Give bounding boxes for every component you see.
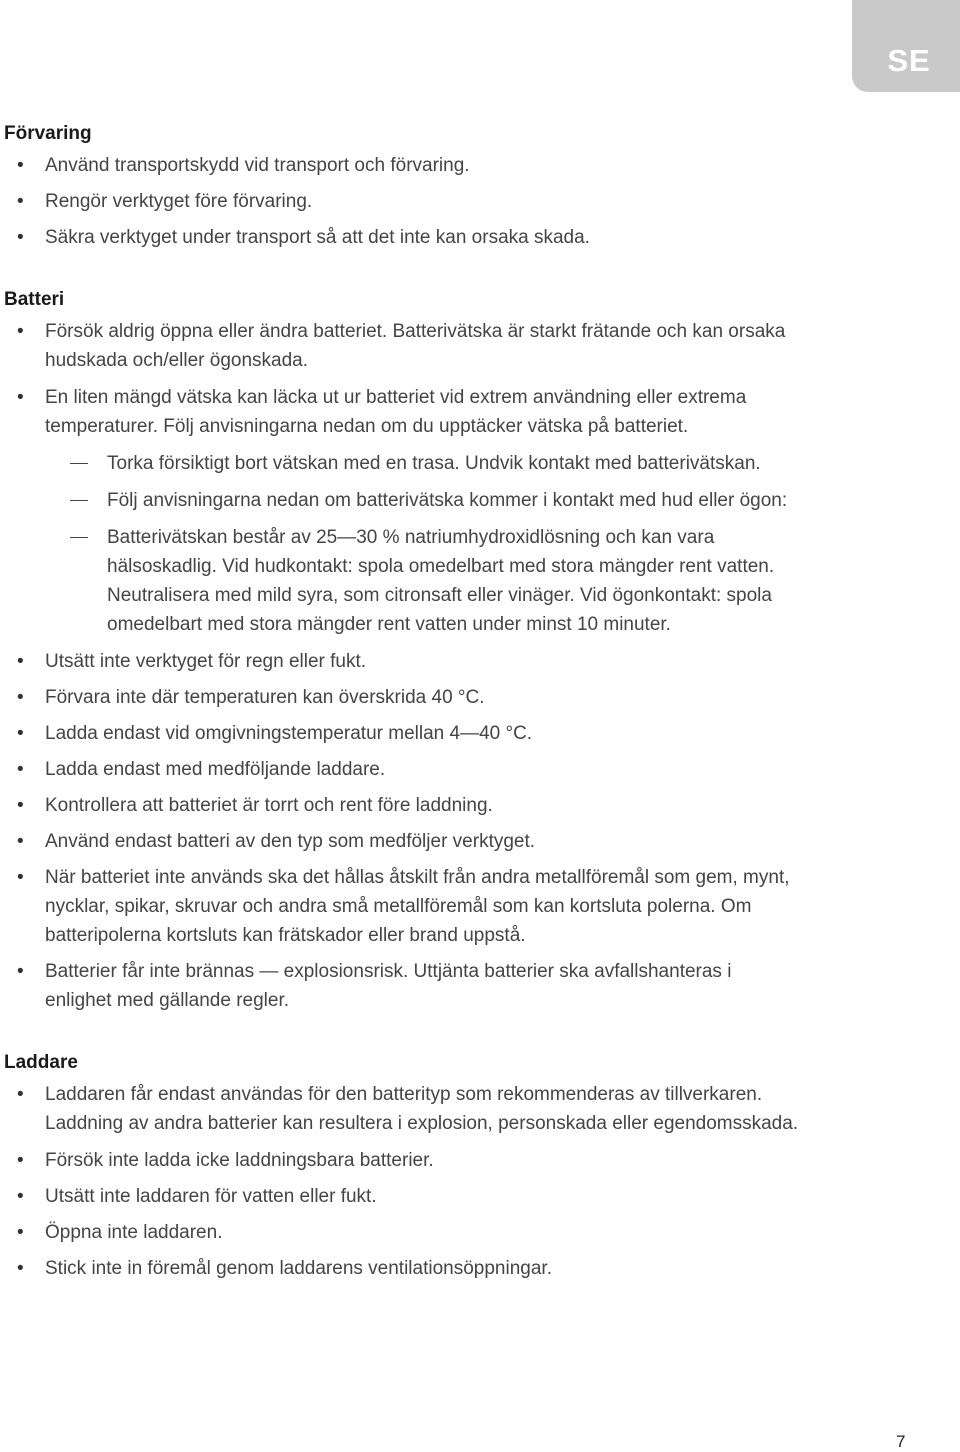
list-item: • När batteriet inte används ska det hållas åtskilt från andra metallföremål som gem, mynt, nycklar, spikar, skruvar och andra små metallföremål som kan kortsluta polerna. Om batteripolerna kortsluts kan frätskador eller brand uppstå. [0,863,800,950]
list-laddare [0,1080,820,1283]
list-item: • Utsätt inte verktyget för regn eller fukt. [0,647,800,676]
list-item: • Kontrollera att batteriet är torrt och rent före laddning. [0,791,800,820]
list-item: • Förvara inte där temperaturen kan överskrida 40 °C. [0,683,800,712]
list-item: • Använd endast batteri av den typ som medföljer verktyget. [0,827,800,856]
list-item: • Utsätt inte laddaren för vatten eller fukt. [0,1182,820,1211]
list-item: • Stick inte in föremål genom laddarens ventilationsöppningar. [0,1254,820,1283]
list-item: • Öppna inte laddaren. [0,1218,820,1247]
list-item: • Laddaren får endast användas för den batterityp som rekommenderas av tillverkaren. Laddning av andra batterier kan resultera i explosion, personskada eller egendomsskada. [0,1080,820,1138]
list-item: • Säkra verktyget under transport så att det inte kan orsaka skada. [0,223,900,252]
heading-batteri: Batteri [4,289,65,310]
list-forvaring [0,151,900,252]
heading-forvaring: Förvaring [4,123,92,144]
sub-list-item: Följ anvisningarna nedan om batterivätska kommer i kontakt med hud eller ögon: [0,486,800,515]
language-tab [852,0,960,92]
list-item: • Försök inte ladda icke laddningsbara batterier. [0,1146,820,1175]
list-item: • Rengör verktyget före förvaring. [0,187,900,216]
list-item: • Ladda endast vid omgivningstemperatur mellan 4—40 °C. [0,719,800,748]
sub-list-item: Batterivätskan består av 25—30 % natriumhydroxidlösning och kan vara hälsoskadlig. Vid hudkontakt: spola omedelbart med stora mängder rent vatten. Neutralisera med mild syra, som citronsaft eller vinäger. Vid ögonkontakt: spola omedelbart med stora mängder rent vatten under minst 10 minuter. [0,523,800,639]
page-number: 7 [896,1432,906,1451]
list-item: • Använd transportskydd vid transport och förvaring. [0,151,900,180]
list-item: • En liten mängd vätska kan läcka ut ur batteriet vid extrem användning eller extrema temperaturer. Följ anvisningarna nedan om du upptäcker vätska på batteriet. [0,383,800,441]
list-item: • Försök aldrig öppna eller ändra batteriet. Batterivätska är starkt frätande och kan orsaka hudskada och/eller ögonskada. [0,317,800,375]
sub-list-item: Torka försiktigt bort vätskan med en trasa. Undvik kontakt med batterivätskan. [0,449,800,478]
language-code: SE [887,43,931,78]
heading-laddare: Laddare [4,1052,78,1073]
list-item: • Ladda endast med medföljande laddare. [0,755,800,784]
list-batteri [0,317,800,1015]
list-item: • Batterier får inte brännas — explosionsrisk. Uttjänta batterier ska avfallshanteras i enlighet med gällande regler. [0,957,800,1015]
